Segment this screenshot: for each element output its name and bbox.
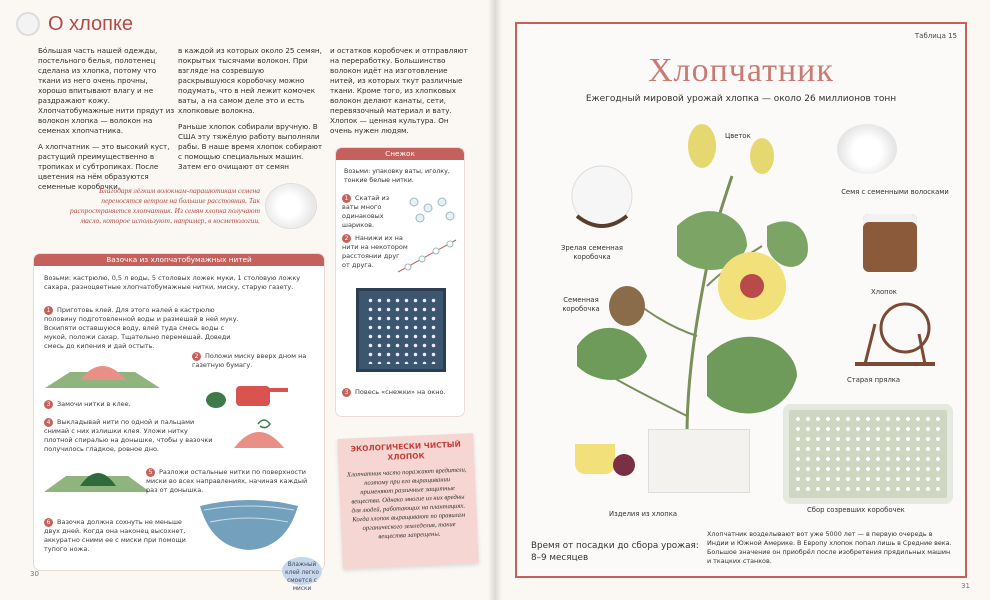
threaded-bowl-shape xyxy=(80,473,116,486)
snowball-instructions-box xyxy=(336,148,464,416)
paragraph: Раньше хлопок собирали вручную. В США эту тяжёлую работу выполняли рабы. В наше время хлопок собирают с помощью специальных машин. Затем его очищают от семян xyxy=(178,122,323,171)
book-spine xyxy=(488,0,502,600)
eco-note-text: Хлопчатник часто поражают вредители, поэтому при его выращивании применяют различные защитные вещества. Однако многие из них вредны для людей, работающих на плантациях. Когда хлопок выращивают по правилам органического земледелия, такие вещества запрещены. xyxy=(346,466,467,541)
label-mature-boll: Зрелая семенная коробочка xyxy=(561,244,623,261)
step-text: Замочи нитки в клее. xyxy=(57,400,131,408)
snow-step-1 xyxy=(342,194,404,230)
snow-step-3 xyxy=(342,388,456,397)
plate-subtitle: Ежегодный мировой урожай хлопка — около 26 миллионов тонн xyxy=(585,94,897,104)
step-4 xyxy=(44,418,214,454)
paragraph: А хлопчатник — это высокий куст, растущий преимущественно в тропиках и субтропиках. После цветения на нём образуются семенные коробочки, xyxy=(38,142,170,191)
step-2 xyxy=(192,352,314,370)
bowl-shape xyxy=(234,432,284,448)
step-number: 6 xyxy=(44,518,53,527)
step-number: 1 xyxy=(342,194,351,203)
label-products: Изделия из хлопка xyxy=(609,510,678,518)
page-number-right: 31 xyxy=(961,582,970,590)
thread-ball-illustration xyxy=(613,454,635,476)
pot-shape xyxy=(236,386,270,406)
wheel-leg-shape xyxy=(865,324,875,364)
text-column-2 xyxy=(178,46,323,178)
step-1 xyxy=(44,306,244,351)
page-number-left: 30 xyxy=(30,570,39,578)
step-number: 2 xyxy=(342,234,351,243)
finished-vase-illustration xyxy=(194,494,304,554)
leaf-shape xyxy=(707,337,797,414)
step-text: Повесь «снежки» на окно. xyxy=(355,388,446,396)
glue-tip-badge: Влажный клей легко смоется с миски xyxy=(282,557,322,585)
paragraph: в каждой из которых около 25 семян, покрытых тысячами волокон. При взгляде на созревшую раскрывшуюся коробочку можно подумать, что в ней лежит комочек ваты, а на самом деле это и есть хлопковые волокна. xyxy=(178,46,322,115)
step-text: Приготовь клей. Для этого налей в кастрюлю половину подготовленной воды и размешай в ней муку. Вскипяти оставшуюся воду, влей туда смесь воды с мукой, положи сахар. Тщательно перемешай. Доведи смесь до кипения и дай остыть. xyxy=(44,306,239,350)
step-6 xyxy=(44,518,194,554)
step-text: Выкладывай нити по одной и пальцами снимай с них излишки клея. Уложи нитку плотной спиралью на донышке, чтобы у вазочки получилось гладкое, ровное дно. xyxy=(44,418,213,453)
label-seed-hair: Семя с семенными волосками xyxy=(841,188,949,196)
cotton-ball-shape xyxy=(424,204,432,212)
leaf-shape xyxy=(577,328,647,380)
step-number: 3 xyxy=(342,388,351,397)
harvest-time-text: Время от посадки до сбора урожая: 8–9 месяцев xyxy=(531,541,699,563)
harvest-field-illustration xyxy=(783,404,953,504)
yarn-ball-shape xyxy=(206,392,226,408)
step-number: 2 xyxy=(192,352,201,361)
eco-cotton-note xyxy=(337,433,479,569)
window-with-snowballs-illustration xyxy=(356,288,446,372)
pot-handle-shape xyxy=(268,388,288,392)
step-text: Вазочка должна сохнуть не меньше двух дней. Когда она наконец высохнет, аккуратно сними ее с миски при помощи тупого ножа. xyxy=(44,518,186,553)
spinning-wheel-illustration xyxy=(835,294,945,374)
flower-bud-shape xyxy=(750,138,774,174)
cotton-ball-shape xyxy=(405,264,411,270)
left-title-wrap xyxy=(16,12,133,36)
cotton-ball-shape xyxy=(419,256,425,262)
seed-with-hairs-illustration xyxy=(837,124,897,174)
cotton-ball-shape xyxy=(438,198,446,206)
label-cotton: Хлопок xyxy=(871,288,897,296)
snowballs-pattern xyxy=(366,296,436,364)
step-text: Нанижи их на нити на некотором расстоянии друг от друга. xyxy=(342,234,408,269)
fabric-roll-illustration xyxy=(649,430,749,492)
spiral-bowl-illustration xyxy=(40,456,160,496)
cotton-history-text: Хлопчатник возделывают вот уже 5000 лет — в первую очередь в Индии и Южной Америке. В Европу хлопок попал лишь в Средние века. Большое значение он приобрёл после изобретения прядильных машин и ткацких станков. xyxy=(707,530,952,565)
threaded-balls-illustration xyxy=(396,236,460,276)
cotton-seed-illustration xyxy=(266,184,316,228)
paragraph: Бóльшая часть нашей одежды, постельного белья, полотенец сделана из хлопка, потому что ткани из него очень прочны, хорошо впитывают влагу и не раздражают кожу. Хлопчатобумажные нити прядут из волокон хлопка — волокон на семенах хлопчатника. xyxy=(38,46,175,135)
right-page xyxy=(495,0,990,600)
eco-note-title: ЭКОЛОГИЧЕСКИ ЧИСТЫЙ ХЛОПОК xyxy=(350,439,461,462)
mature-boll-shape xyxy=(572,166,632,226)
step-number: 5 xyxy=(146,468,155,477)
snow-box-title: Снежок xyxy=(336,148,464,160)
vase-materials: Возьми: кастрюлю, 0,5 л воды, 5 столовых ложек муки, 1 столовую ложку сахара, разноцветные хлопчатобумажные нитки, миску, старую газету. xyxy=(44,274,301,291)
cotton-basket-illustration xyxy=(863,214,917,272)
step-text: Положи миску вверх дном на газетную бумагу. xyxy=(192,352,307,369)
label-boll: Семенная коробочка xyxy=(562,296,600,313)
step-number: 3 xyxy=(44,400,53,409)
seed-quote: Благодаря лёгким волокнам-парашютикам семена переносятся ветром на большие расстояния. Так распространяется хлопчатник. Из семян хлопка получают масло, которое используют, например, в косметологии. xyxy=(70,186,260,225)
label-harvest: Сбор созревших коробочек xyxy=(807,506,905,514)
snow-materials: Возьми: упаковку ваты, иголку, тонкие белые нитки. xyxy=(344,168,450,184)
step-text: Разложи остальные нитки по поверхности миски во всех направлениях, начиная каждый раз от донышка. xyxy=(146,468,308,494)
bowl-on-newspaper-illustration xyxy=(40,350,170,394)
step-number: 1 xyxy=(44,306,53,315)
flower-shape xyxy=(718,252,786,320)
page-title: О хлопке xyxy=(48,12,134,35)
cotton-plant-plate xyxy=(517,24,965,576)
vase-shape xyxy=(200,500,298,550)
step-text: Скатай из ваты много одинаковых шариков. xyxy=(342,194,390,229)
plate-title: Хлопчатник xyxy=(648,52,834,89)
cotton-ball-shape xyxy=(433,248,439,254)
label-flower: Цветок xyxy=(725,132,751,140)
table-label: Таблица 15 xyxy=(914,32,957,40)
text-column-3 xyxy=(330,46,470,142)
step-5 xyxy=(146,468,318,495)
label-spinning-wheel: Старая прялка xyxy=(847,376,901,384)
step-3 xyxy=(44,400,194,409)
cotton-jar-illustration xyxy=(575,444,615,474)
cotton-field-pattern xyxy=(793,414,943,494)
bowl-with-thread-illustration xyxy=(214,414,304,454)
cotton-ball-shape xyxy=(410,198,418,206)
cotton-icon xyxy=(16,12,40,36)
cotton-ball-shape xyxy=(416,214,424,222)
text-column-1 xyxy=(38,46,178,198)
cotton-balls-illustration xyxy=(406,194,458,224)
pot-yarn-illustration xyxy=(202,374,292,410)
wheel-leg-shape xyxy=(919,334,925,364)
cotton-ball-shape xyxy=(447,241,453,247)
cotton-plant-illustration xyxy=(557,116,817,446)
flower-bud-shape xyxy=(688,124,716,168)
step-number: 4 xyxy=(44,418,53,427)
paragraph: и остатков коробочек и отправляют на переработку. Большинство волокон идёт на изготовление нитей, из которых ткут различные ткани. Кроме того, из хлопковых волокон делают канаты, сети, перевязочный материал и вату. Хлопок — ценная культура. Он очень нужен людям. xyxy=(330,46,468,135)
cotton-ball-shape xyxy=(446,212,454,220)
vase-box-title: Вазочка из хлопчатобумажных нитей xyxy=(34,254,324,266)
thread-shape xyxy=(258,420,270,428)
seed-boll-shape xyxy=(609,286,645,326)
